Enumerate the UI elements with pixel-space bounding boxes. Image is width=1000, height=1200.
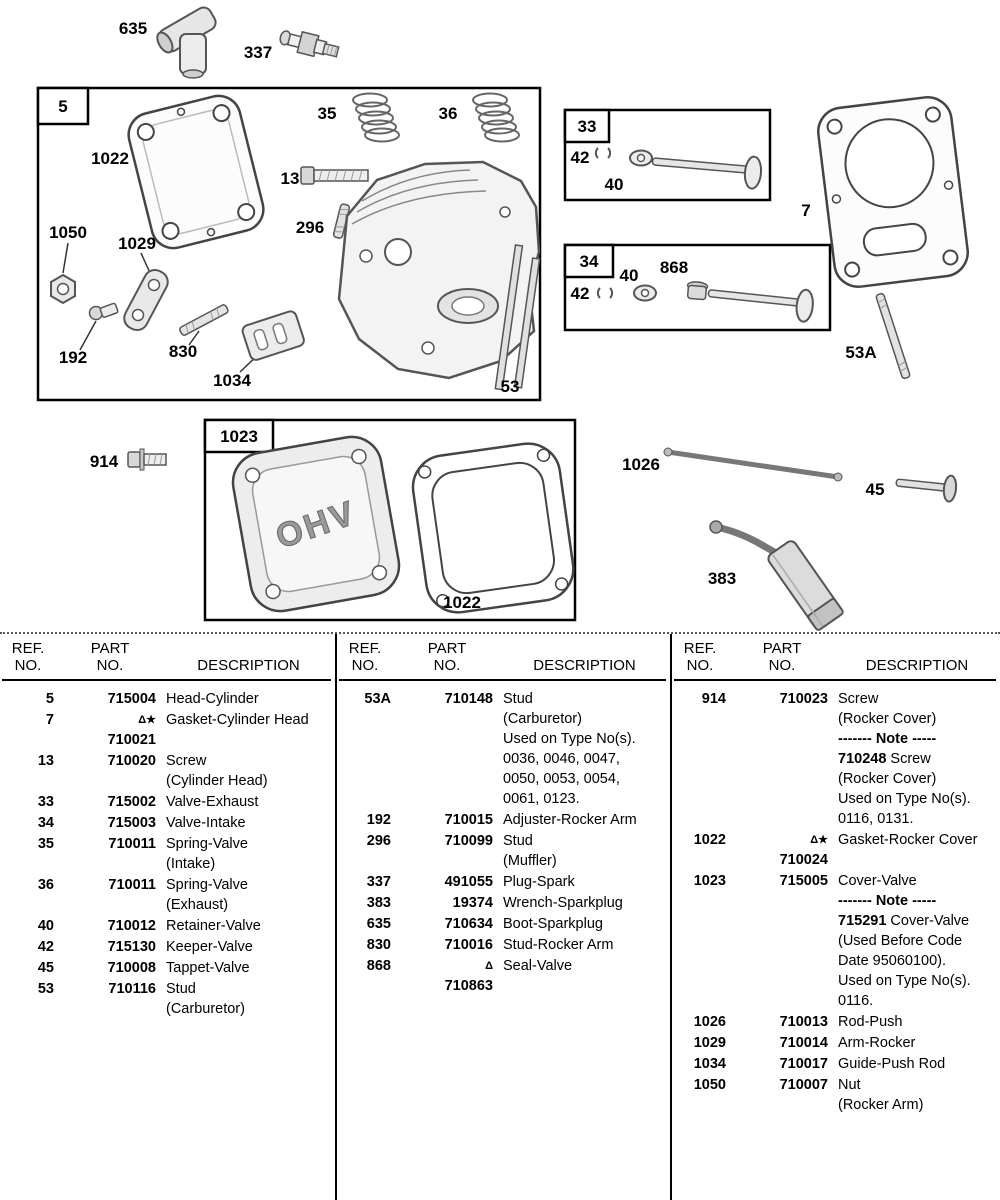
part-no: 710020	[107, 753, 156, 769]
table-row	[2, 958, 331, 978]
part-no: Δ★ 710021	[64, 710, 156, 750]
seal-valve-illustration	[686, 281, 707, 300]
parts-column-3	[670, 634, 1000, 1200]
callout-830: 830	[168, 342, 198, 361]
stud-rocker-arm-illustration	[179, 304, 229, 336]
spark-plug-illustration	[278, 27, 340, 62]
part-no: 710015	[444, 812, 493, 828]
part-prefix-symbol: Δ	[485, 960, 493, 972]
callout-1029: 1029	[118, 234, 156, 253]
table-row	[674, 1012, 996, 1032]
header-ref-no: REF. NO.	[348, 640, 382, 674]
callout-13: 13	[280, 169, 300, 188]
description: Nut (Rocker Arm)	[838, 1077, 924, 1113]
ref-no: 868	[366, 958, 391, 974]
table-header	[2, 640, 331, 681]
callout-40: 40	[604, 175, 624, 194]
description: Spring-Valve (Intake)	[166, 836, 248, 872]
ref-no: 914	[701, 691, 726, 707]
table-row	[674, 1033, 996, 1053]
callout-7: 7	[801, 201, 811, 220]
arm-rocker-illustration	[120, 266, 171, 334]
table-row	[339, 831, 666, 871]
rows-column-3	[674, 681, 996, 1115]
header-description: DESCRIPTION	[197, 657, 300, 674]
description: Valve-Exhaust	[166, 794, 259, 810]
description: Guide-Push Rod	[838, 1056, 946, 1072]
callout-383: 383	[707, 569, 737, 588]
table-row	[674, 830, 996, 870]
table-row	[2, 751, 331, 791]
callout-1022: 1022	[91, 149, 129, 168]
ref-no: 830	[366, 937, 391, 953]
header-part-no: PART NO.	[90, 640, 130, 674]
ref-no: 40	[37, 918, 54, 934]
ref-no: 45	[37, 960, 54, 976]
callout-53A: 53A	[845, 343, 877, 362]
rows-column-2	[339, 681, 666, 996]
part-prefix-symbol: Δ★	[810, 834, 828, 846]
part-no: 710008	[107, 960, 156, 976]
callout-34: 34	[579, 252, 599, 271]
header-description: DESCRIPTION	[533, 657, 636, 674]
description: Stud (Muffler)	[503, 833, 557, 869]
part-no: 491055	[444, 874, 493, 890]
callout-40: 40	[619, 266, 639, 285]
rows-column-1	[2, 681, 331, 1019]
ref-no: 635	[366, 916, 391, 932]
table-row	[2, 834, 331, 874]
part-no: 710007	[779, 1077, 828, 1093]
gasket-cylinder-head-illustration	[124, 91, 268, 252]
callout-1023: 1023	[220, 427, 258, 446]
ref-no: 13	[37, 753, 54, 769]
callout-337: 337	[243, 43, 273, 62]
part-no: 710011	[108, 877, 156, 893]
rod-push-illustration	[664, 448, 842, 481]
header-part-no: PART NO.	[427, 640, 467, 674]
description: Gasket-Cylinder Head	[166, 712, 309, 728]
description: Keeper-Valve	[166, 939, 253, 955]
table-row	[2, 689, 331, 709]
screw-cylinder-head-illustration	[301, 167, 368, 184]
table-row	[674, 1054, 996, 1074]
description: Gasket-Rocker Cover	[838, 832, 978, 848]
description: Plug-Spark	[503, 874, 575, 890]
description: Boot-Sparkplug	[503, 916, 603, 932]
ref-no: 53A	[364, 691, 391, 707]
part-no: 710099	[444, 833, 493, 849]
stud-carburetor-53a-illustration	[876, 293, 911, 379]
table-row	[339, 810, 666, 830]
header-description: DESCRIPTION	[865, 657, 969, 674]
header-part-no: PART NO.	[762, 640, 802, 674]
description: Cover-Valve ------- Note ----- 715291 Cover-Valve (Used Before Code Date 95060100). Used on Type No(s). 0116.	[838, 873, 971, 1009]
description: Screw (Rocker Cover) ------- Note ----- 710248 Screw (Rocker Cover) Used on Type No(s). 0116, 0131.	[838, 691, 971, 827]
ref-no: 35	[37, 836, 54, 852]
callout-192: 192	[58, 348, 88, 367]
cover-valve-illustration	[228, 432, 404, 616]
table-row	[2, 792, 331, 812]
ref-no: 1022	[693, 832, 726, 848]
callout-5: 5	[58, 97, 68, 116]
description: Stud-Rocker Arm	[503, 937, 614, 953]
spring-valve-exhaust-illustration	[473, 94, 519, 142]
table-header	[674, 640, 996, 681]
part-prefix-symbol: Δ★	[138, 714, 156, 726]
part-no: 715130	[107, 939, 156, 955]
callout-53: 53	[500, 377, 520, 396]
parts-table	[0, 632, 1000, 1200]
ref-no: 33	[37, 794, 54, 810]
callout-868: 868	[659, 258, 689, 277]
table-header	[339, 640, 666, 681]
header-ref-no: REF. NO.	[11, 640, 45, 674]
callout-35: 35	[317, 104, 337, 123]
part-no: 710016	[444, 937, 493, 953]
callout-914: 914	[89, 452, 119, 471]
table-row	[2, 937, 331, 957]
ref-no: 1050	[693, 1077, 726, 1093]
part-no: 710013	[779, 1014, 828, 1030]
callout-42: 42	[570, 148, 590, 167]
adjuster-rocker-arm-illustration	[90, 303, 119, 320]
callout-1034: 1034	[213, 371, 251, 390]
part-no: 710012	[107, 918, 156, 934]
description: Head-Cylinder	[166, 691, 259, 707]
nut-rocker-arm-illustration	[51, 275, 75, 303]
table-row	[339, 872, 666, 892]
valve-intake-illustration	[598, 280, 814, 323]
description: Arm-Rocker	[838, 1035, 916, 1051]
part-no: 715004	[107, 691, 156, 707]
part-no: 710116	[108, 981, 156, 997]
cover-embossed-text: OHV	[271, 493, 362, 557]
part-no: Δ★ 710024	[736, 830, 828, 870]
description: Rod-Push	[838, 1014, 903, 1030]
part-no: 19374	[452, 895, 493, 911]
ref-no: 5	[45, 691, 54, 707]
ref-no: 36	[37, 877, 54, 893]
callout-296: 296	[295, 218, 325, 237]
part-no: 710011	[108, 836, 156, 852]
callout-36: 36	[438, 104, 458, 123]
table-row	[339, 689, 666, 809]
callout-1050: 1050	[49, 223, 87, 242]
description: Spring-Valve (Exhaust)	[166, 877, 248, 913]
spring-valve-intake-illustration	[353, 94, 399, 142]
part-no: 715003	[107, 815, 156, 831]
description: Stud (Carburetor)	[166, 981, 245, 1017]
callout-635: 635	[118, 19, 148, 38]
callout-1022: 1022	[443, 593, 481, 612]
ref-no: 53	[37, 981, 54, 997]
table-row	[2, 979, 331, 1019]
ref-no: 383	[366, 895, 391, 911]
ref-no: 1023	[693, 873, 726, 889]
ref-no: 192	[366, 812, 391, 828]
header-ref-no: REF. NO.	[683, 640, 717, 674]
guide-push-rod-illustration	[241, 310, 305, 362]
cylinder-head-illustration	[339, 162, 540, 390]
ref-no: 1026	[693, 1014, 726, 1030]
table-row	[2, 710, 331, 750]
part-no: 710148	[444, 691, 493, 707]
ref-no: 1029	[693, 1035, 726, 1051]
description: Valve-Intake	[166, 815, 246, 831]
part-no: 710014	[779, 1035, 828, 1051]
table-row	[339, 935, 666, 955]
description: Retainer-Valve	[166, 918, 261, 934]
boot-sparkplug-illustration	[154, 5, 219, 78]
part-no: 715002	[107, 794, 156, 810]
gasket-cylinder-head-rear-illustration	[816, 95, 971, 290]
ref-no: 7	[45, 712, 54, 728]
table-row	[339, 914, 666, 934]
description: Screw (Cylinder Head)	[166, 753, 268, 789]
part-no: 715005	[779, 873, 828, 889]
part-no: 710017	[779, 1056, 828, 1072]
part-no: Δ 710863	[401, 956, 493, 996]
description: Tappet-Valve	[166, 960, 250, 976]
table-row	[339, 893, 666, 913]
tappet-valve-illustration	[895, 470, 957, 502]
ref-no: 337	[366, 874, 391, 890]
table-row	[674, 1075, 996, 1115]
table-row	[339, 956, 666, 996]
table-row	[2, 813, 331, 833]
description: Adjuster-Rocker Arm	[503, 812, 637, 828]
callout-1026: 1026	[622, 455, 660, 474]
ref-no: 296	[366, 833, 391, 849]
gasket-rocker-cover-illustration	[409, 439, 578, 616]
table-row	[674, 871, 996, 1011]
description: Wrench-Sparkplug	[503, 895, 623, 911]
ref-no: 34	[37, 815, 54, 831]
screw-rocker-cover-illustration	[128, 449, 166, 470]
description: Stud (Carburetor) Used on Type No(s). 0036, 0046, 0047, 0050, 0053, 0054, 0061, 0123.	[503, 691, 636, 807]
table-row	[674, 689, 996, 829]
callout-45: 45	[865, 480, 885, 499]
callout-33: 33	[577, 117, 597, 136]
parts-column-1	[0, 634, 335, 1200]
description: Seal-Valve	[503, 958, 573, 974]
table-row	[2, 916, 331, 936]
parts-column-2	[335, 634, 670, 1200]
part-no: 710023	[779, 691, 828, 707]
callout-42: 42	[570, 284, 590, 303]
ref-no: 1034	[693, 1056, 726, 1072]
ref-no: 42	[37, 939, 54, 955]
part-no: 710634	[444, 916, 493, 932]
table-row	[2, 875, 331, 915]
